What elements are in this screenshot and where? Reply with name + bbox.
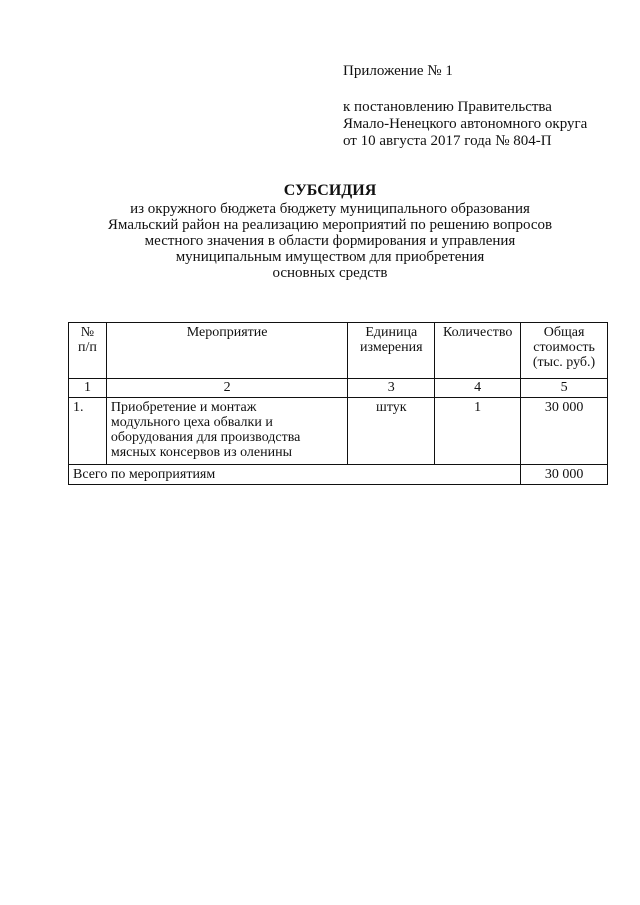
column-number: 1 xyxy=(69,379,107,398)
annex-authority: Ямало-Ненецкого автономного округа xyxy=(343,116,588,132)
column-number: 5 xyxy=(521,379,608,398)
header-event: Мероприятие xyxy=(106,323,348,379)
header-num: № п/п xyxy=(69,323,107,379)
annex-number: Приложение № 1 xyxy=(343,63,453,79)
subsidy-table xyxy=(68,322,608,485)
title-heading: СУБСИДИЯ xyxy=(283,182,377,199)
title-line: местного значения в области формирования и управления xyxy=(144,233,516,249)
column-number: 3 xyxy=(348,379,435,398)
title-line: основных средств xyxy=(272,265,388,281)
document-title xyxy=(60,182,600,281)
row-num: 1. xyxy=(69,398,107,465)
row-event: Приобретение и монтаж модульного цеха обвалки и оборудования для производства мясных консервов из оленины xyxy=(106,398,348,465)
column-number: 4 xyxy=(435,379,521,398)
header-cost: Общая стоимость (тыс. руб.) xyxy=(521,323,608,379)
annex-date: от 10 августа 2017 года № 804-П xyxy=(343,133,552,149)
header-qty: Количество xyxy=(435,323,521,379)
table-row xyxy=(69,398,608,465)
total-row xyxy=(69,465,608,485)
column-number: 2 xyxy=(106,379,348,398)
annex-resolution: к постановлению Правительства xyxy=(343,99,552,115)
row-cost: 30 000 xyxy=(521,398,608,465)
annex-block xyxy=(343,63,587,150)
column-number-row xyxy=(69,379,608,398)
total-label: Всего по мероприятиям xyxy=(69,465,521,485)
title-line: Ямальский район на реализацию мероприятий по решению вопросов xyxy=(107,217,553,233)
annex-gap xyxy=(343,80,587,99)
title-line: из окружного бюджета бюджету муниципального образования xyxy=(130,201,530,217)
title-line: муниципальным имуществом для приобретения xyxy=(175,249,485,265)
total-cost: 30 000 xyxy=(521,465,608,485)
table-header-row xyxy=(69,323,608,379)
row-unit: штук xyxy=(348,398,435,465)
row-qty: 1 xyxy=(435,398,521,465)
header-unit: Единица измерения xyxy=(348,323,435,379)
